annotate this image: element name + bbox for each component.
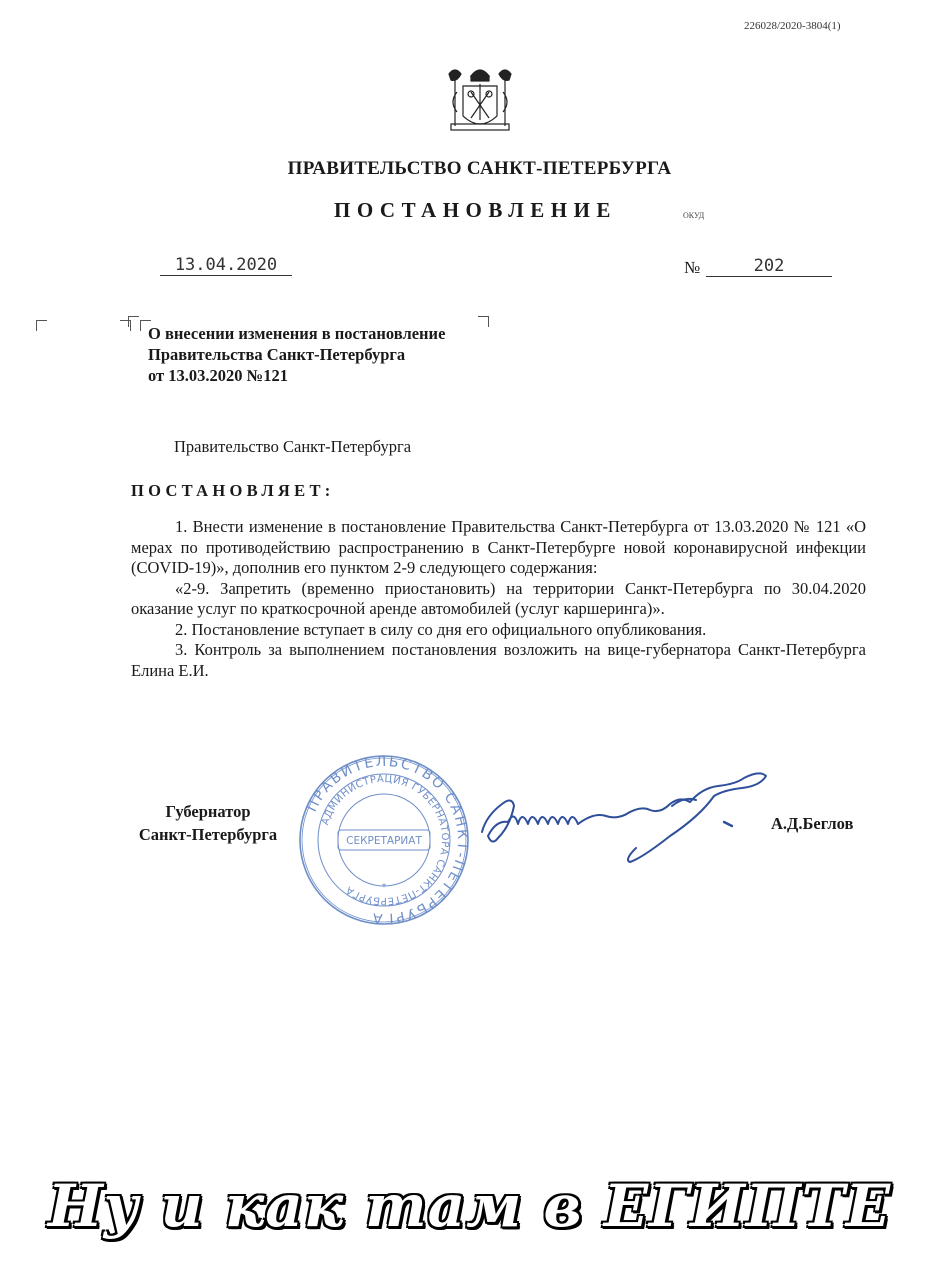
- okud-label: ОКУД: [683, 211, 705, 220]
- official-stamp: [298, 754, 470, 926]
- subject-line: О внесении изменения в постановление: [148, 324, 446, 343]
- document-code: 226028/2020-3804(1): [744, 20, 841, 32]
- overlay-caption: Ну и как там в ЕГИПТЕ: [47, 1172, 892, 1240]
- document-number: 202: [706, 256, 832, 277]
- issuer: Правительство Санкт-Петербурга: [174, 437, 412, 456]
- subject-line: от 13.03.2020 №121: [148, 366, 288, 385]
- government-title: ПРАВИТЕЛЬСТВО САНКТ-ПЕТЕРБУРГА: [287, 158, 672, 179]
- paragraph-1: 1. Внести изменение в постановление Правительства Санкт-Петербурга от 13.03.2020 № 121 «О мерах по противодействию распространению в Санкт-Петербурге новой коронавирусной инфекции (COVID-19)», дополнив его пунктом 2-9 следующего содержания:: [131, 517, 866, 577]
- stamp-inner-text: АДМИНИСТРАЦИЯ ГУБЕРНАТОРА САНКТ-ПЕТЕРБУРГА: [320, 773, 451, 907]
- signer-role: [120, 800, 296, 846]
- document-body: [131, 517, 866, 681]
- coat-of-arms-icon: [441, 62, 519, 142]
- subject-corner-mark: [128, 316, 139, 327]
- subject-corner-mark: [36, 320, 47, 331]
- signer-role-line: Санкт-Петербурга: [138, 825, 278, 844]
- stamp-outer-text: ПРАВИТЕЛЬСТВО САНКТ-ПЕТЕРБУРГА: [304, 754, 470, 926]
- document-date: 13.04.2020: [160, 255, 292, 276]
- paragraph-quote: «2-9. Запретить (временно приостановить) на территории Санкт-Петербурга по 30.04.2020 оказание услуг по краткосрочной аренде автомобилей (услуг каршеринга)».: [131, 578, 866, 618]
- resolves-heading: ПОСТАНОВЛЯЕТ:: [131, 481, 335, 500]
- subject-corner-mark: [478, 316, 489, 327]
- subject-line: Правительства Санкт-Петербурга: [148, 345, 406, 364]
- signer-name: А.Д.Беглов: [771, 814, 854, 833]
- paragraph-2: 2. Постановление вступает в силу со дня его официального опубликования.: [175, 619, 707, 639]
- paragraph-3: 3. Контроль за выполнением постановления возложить на вице-губернатора Санкт-Петербурга Елина Е.И.: [131, 640, 866, 680]
- number-label: №: [684, 258, 701, 277]
- signature-image: [474, 766, 770, 870]
- document-type: ПОСТАНОВЛЕНИЕ: [334, 198, 617, 222]
- stamp-center-text: СЕКРЕТАРИАТ: [346, 835, 422, 847]
- document-subject: [148, 323, 445, 386]
- signer-role-line: Губернатор: [165, 802, 251, 821]
- stamp-star: *: [381, 882, 387, 893]
